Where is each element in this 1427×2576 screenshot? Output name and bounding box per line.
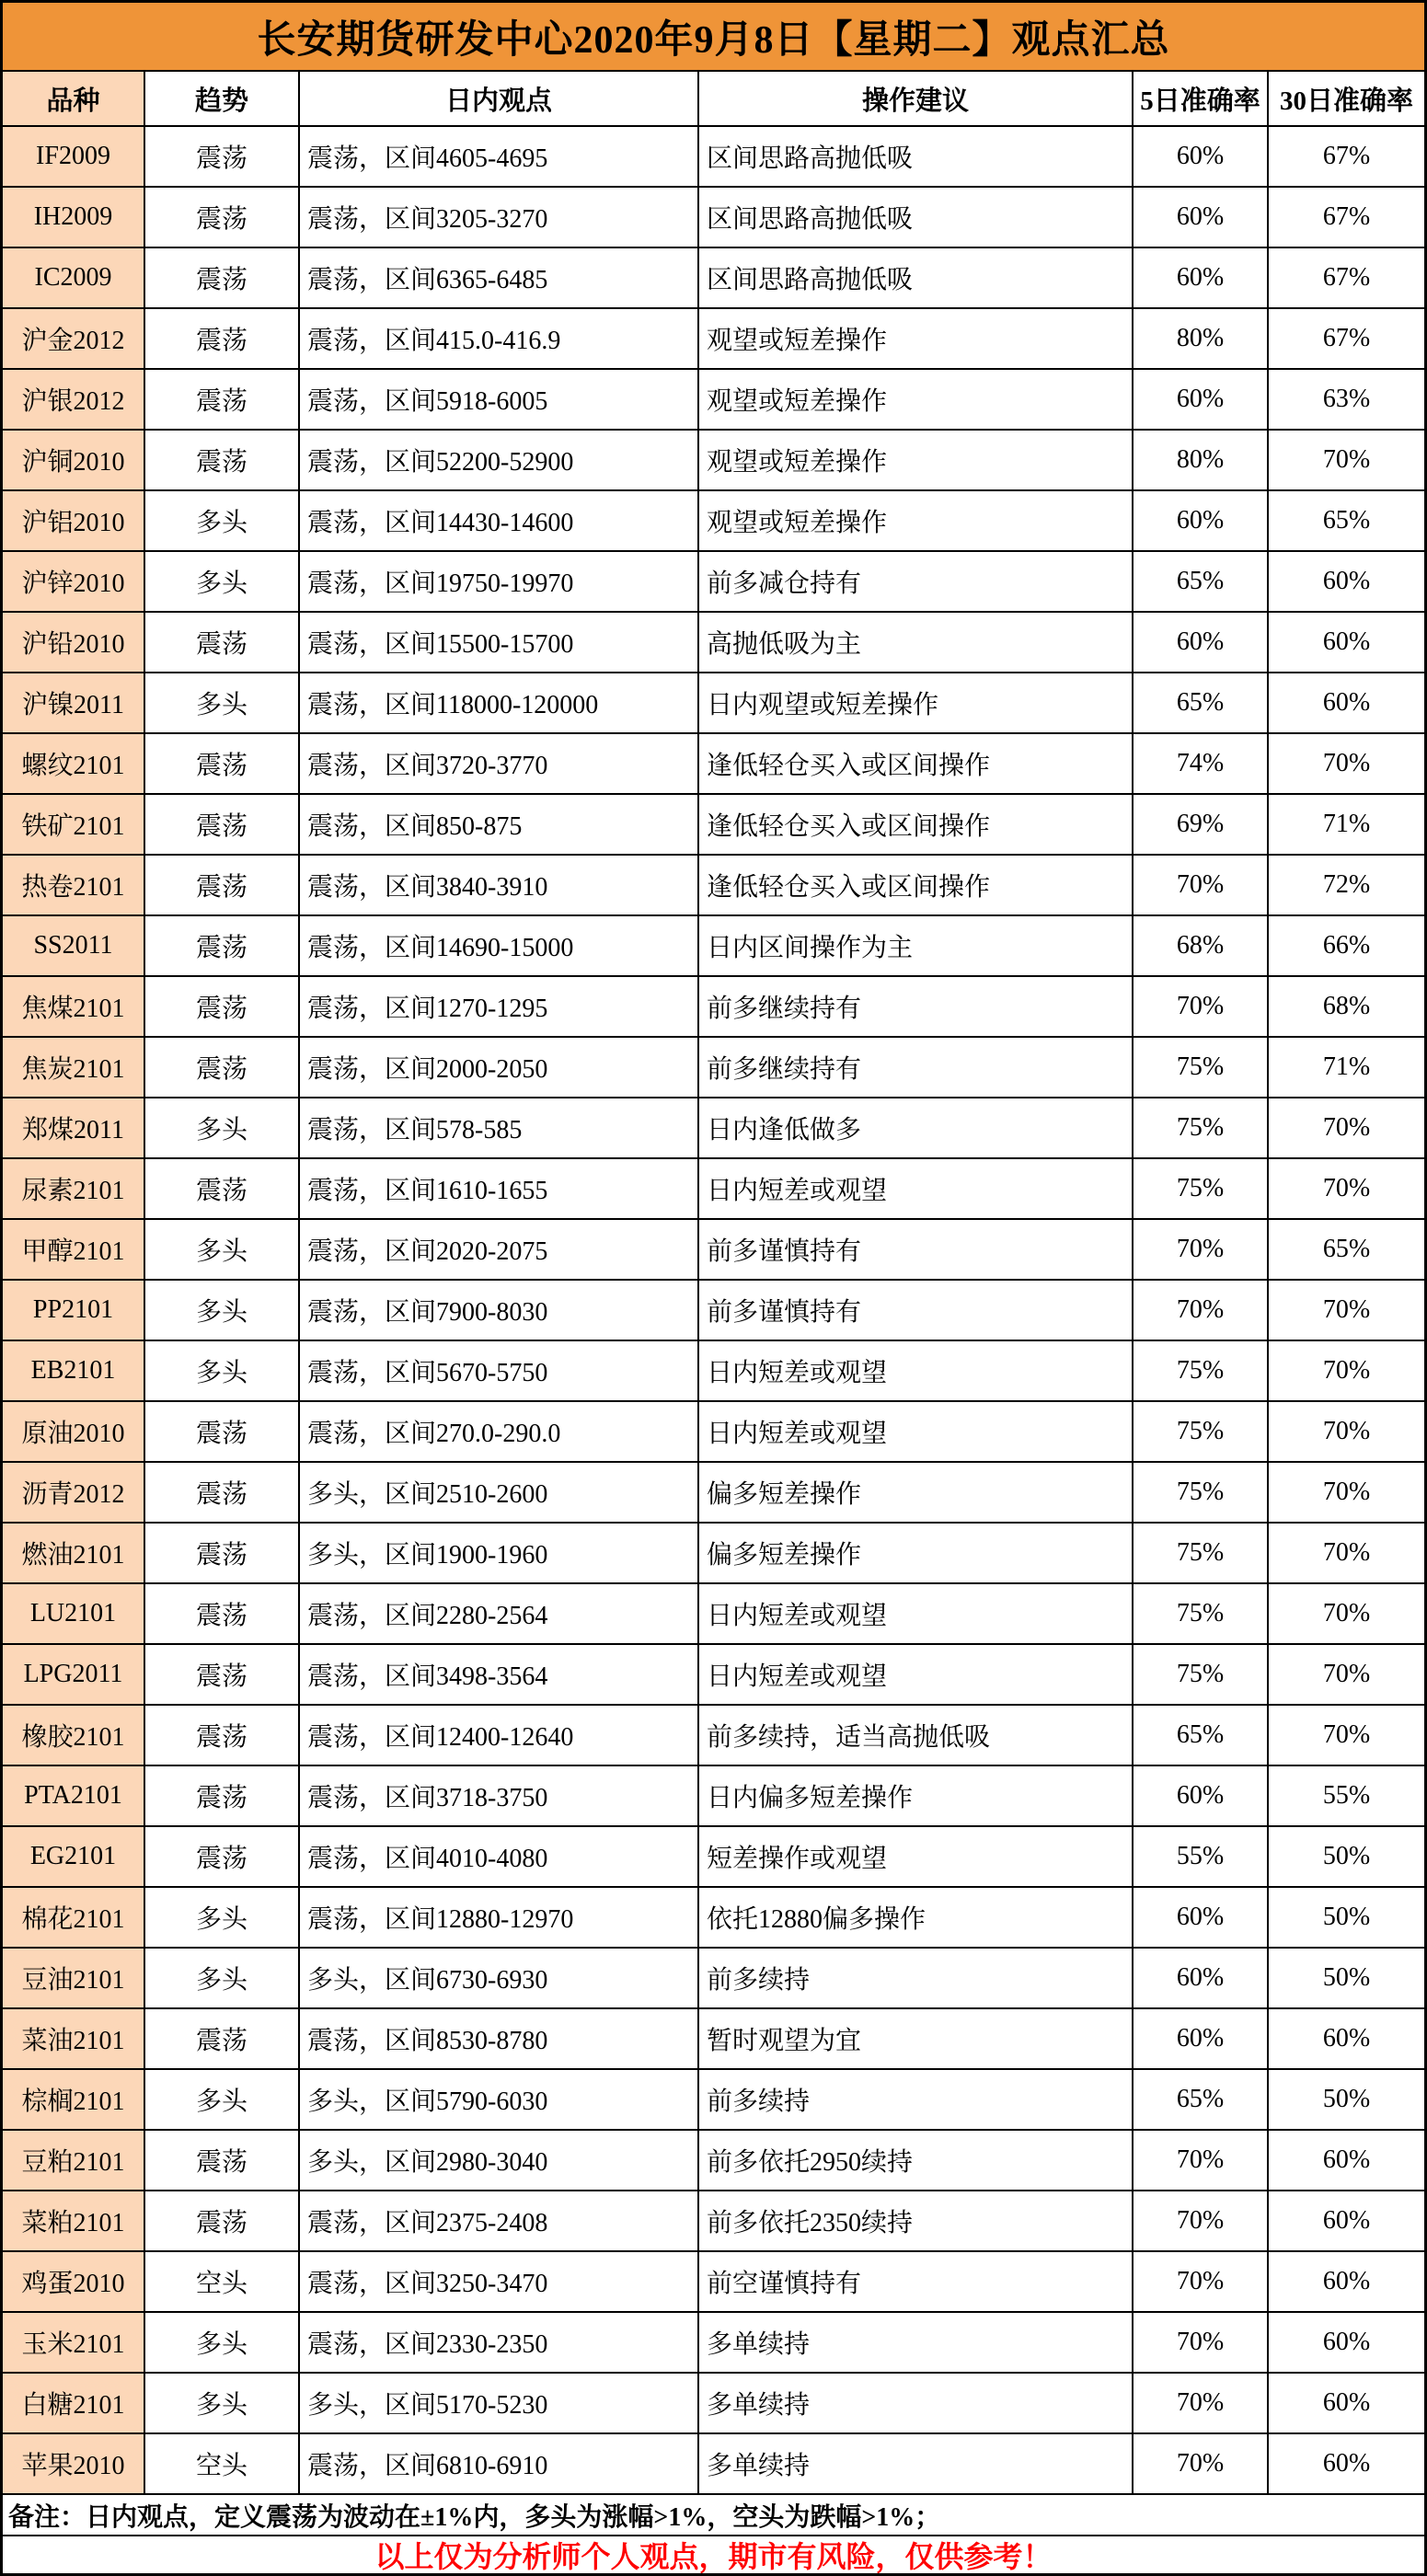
cell-intraday-view: 震荡，区间3718-3750 — [300, 1766, 699, 1827]
table-row — [3, 1463, 1424, 1524]
cell-advice: 日内逢低做多 — [699, 1098, 1134, 1159]
table-row — [3, 1827, 1424, 1888]
cell-advice: 前多续持，适当高抛低吸 — [699, 1706, 1134, 1766]
table-row — [3, 491, 1424, 552]
header-trend: 趋势 — [145, 72, 300, 127]
cell-5day-accuracy: 70% — [1134, 977, 1269, 1038]
cell-5day-accuracy: 75% — [1134, 1402, 1269, 1463]
cell-advice: 日内短差或观望 — [699, 1584, 1134, 1645]
cell-intraday-view: 震荡，区间7900-8030 — [300, 1281, 699, 1341]
cell-intraday-view: 震荡，区间3250-3470 — [300, 2252, 699, 2313]
cell-trend: 多头 — [145, 1341, 300, 1402]
cell-intraday-view: 震荡，区间3498-3564 — [300, 1645, 699, 1706]
cell-trend: 多头 — [145, 1949, 300, 2009]
cell-advice: 多单续持 — [699, 2374, 1134, 2434]
cell-variety: 尿素2101 — [3, 1159, 145, 1220]
cell-5day-accuracy: 65% — [1134, 1706, 1269, 1766]
cell-intraday-view: 震荡，区间2280-2564 — [300, 1584, 699, 1645]
cell-5day-accuracy: 60% — [1134, 127, 1269, 188]
cell-intraday-view: 震荡，区间5918-6005 — [300, 370, 699, 431]
cell-30day-accuracy: 70% — [1269, 1645, 1424, 1706]
cell-variety: 原油2010 — [3, 1402, 145, 1463]
cell-intraday-view: 震荡，区间415.0-416.9 — [300, 309, 699, 370]
cell-trend: 震荡 — [145, 1766, 300, 1827]
cell-5day-accuracy: 60% — [1134, 2009, 1269, 2070]
cell-intraday-view: 震荡，区间14430-14600 — [300, 491, 699, 552]
cell-variety: 甲醇2101 — [3, 1220, 145, 1281]
cell-30day-accuracy: 55% — [1269, 1766, 1424, 1827]
cell-variety: 沪铜2010 — [3, 431, 145, 491]
cell-intraday-view: 震荡，区间19750-19970 — [300, 552, 699, 613]
header-intraday-view: 日内观点 — [300, 72, 699, 127]
cell-intraday-view: 多头，区间2510-2600 — [300, 1463, 699, 1524]
cell-30day-accuracy: 65% — [1269, 491, 1424, 552]
cell-30day-accuracy: 70% — [1269, 431, 1424, 491]
cell-intraday-view: 多头，区间2980-3040 — [300, 2131, 699, 2191]
cell-intraday-view: 震荡，区间2000-2050 — [300, 1038, 699, 1098]
cell-trend: 多头 — [145, 2374, 300, 2434]
cell-advice: 依托12880偏多操作 — [699, 1888, 1134, 1949]
cell-trend: 震荡 — [145, 795, 300, 856]
header-advice: 操作建议 — [699, 72, 1134, 127]
cell-advice: 日内短差或观望 — [699, 1159, 1134, 1220]
table-row — [3, 856, 1424, 916]
cell-advice: 日内短差或观望 — [699, 1645, 1134, 1706]
cell-variety: 沪镍2011 — [3, 673, 145, 734]
table-row — [3, 1281, 1424, 1341]
table-row — [3, 2252, 1424, 2313]
cell-variety: 焦煤2101 — [3, 977, 145, 1038]
cell-trend: 震荡 — [145, 1827, 300, 1888]
cell-30day-accuracy: 70% — [1269, 1706, 1424, 1766]
cell-trend: 震荡 — [145, 1463, 300, 1524]
cell-variety: 玉米2101 — [3, 2313, 145, 2374]
cell-5day-accuracy: 75% — [1134, 1159, 1269, 1220]
table-row — [3, 188, 1424, 248]
table-row — [3, 1766, 1424, 1827]
table-row — [3, 2374, 1424, 2434]
cell-intraday-view: 震荡，区间2375-2408 — [300, 2191, 699, 2252]
table-row — [3, 1220, 1424, 1281]
table-row — [3, 977, 1424, 1038]
cell-30day-accuracy: 70% — [1269, 1341, 1424, 1402]
cell-trend: 多头 — [145, 1888, 300, 1949]
cell-30day-accuracy: 67% — [1269, 127, 1424, 188]
cell-5day-accuracy: 65% — [1134, 552, 1269, 613]
cell-30day-accuracy: 67% — [1269, 188, 1424, 248]
disclaimer-text: 以上仅为分析师个人观点，期市有风险，仅供参考！ — [374, 2540, 1053, 2573]
cell-trend: 多头 — [145, 2313, 300, 2374]
cell-5day-accuracy: 75% — [1134, 1098, 1269, 1159]
header-5day-accuracy: 5日准确率 — [1134, 72, 1269, 127]
cell-trend: 震荡 — [145, 613, 300, 673]
cell-30day-accuracy: 50% — [1269, 1888, 1424, 1949]
cell-advice: 前多减仓持有 — [699, 552, 1134, 613]
cell-variety: 沪金2012 — [3, 309, 145, 370]
table-row — [3, 916, 1424, 977]
cell-variety: LU2101 — [3, 1584, 145, 1645]
cell-intraday-view: 震荡，区间4605-4695 — [300, 127, 699, 188]
cell-advice: 前多继续持有 — [699, 1038, 1134, 1098]
cell-advice: 前多谨慎持有 — [699, 1220, 1134, 1281]
cell-trend: 震荡 — [145, 1159, 300, 1220]
cell-variety: 热卷2101 — [3, 856, 145, 916]
cell-30day-accuracy: 67% — [1269, 248, 1424, 309]
cell-trend: 多头 — [145, 491, 300, 552]
cell-trend: 多头 — [145, 2070, 300, 2131]
cell-variety: 螺纹2101 — [3, 734, 145, 795]
cell-5day-accuracy: 60% — [1134, 370, 1269, 431]
cell-trend: 震荡 — [145, 2131, 300, 2191]
cell-variety: LPG2011 — [3, 1645, 145, 1706]
table-row — [3, 1888, 1424, 1949]
cell-5day-accuracy: 75% — [1134, 1524, 1269, 1584]
table-row — [3, 2313, 1424, 2374]
cell-trend: 震荡 — [145, 916, 300, 977]
cell-trend: 空头 — [145, 2252, 300, 2313]
cell-advice: 观望或短差操作 — [699, 491, 1134, 552]
cell-30day-accuracy: 60% — [1269, 2434, 1424, 2495]
cell-5day-accuracy: 75% — [1134, 1645, 1269, 1706]
table-row — [3, 1098, 1424, 1159]
cell-intraday-view: 震荡，区间578-585 — [300, 1098, 699, 1159]
cell-30day-accuracy: 66% — [1269, 916, 1424, 977]
table-row — [3, 1159, 1424, 1220]
cell-5day-accuracy: 75% — [1134, 1463, 1269, 1524]
cell-5day-accuracy: 75% — [1134, 1584, 1269, 1645]
cell-intraday-view: 震荡，区间12880-12970 — [300, 1888, 699, 1949]
table-row — [3, 673, 1424, 734]
cell-variety: 棕榈2101 — [3, 2070, 145, 2131]
cell-intraday-view: 震荡，区间118000-120000 — [300, 673, 699, 734]
cell-intraday-view: 震荡，区间3205-3270 — [300, 188, 699, 248]
cell-intraday-view: 震荡，区间6365-6485 — [300, 248, 699, 309]
table-row — [3, 795, 1424, 856]
cell-trend: 震荡 — [145, 127, 300, 188]
cell-advice: 前多续持 — [699, 2070, 1134, 2131]
cell-5day-accuracy: 65% — [1134, 2070, 1269, 2131]
cell-advice: 多单续持 — [699, 2313, 1134, 2374]
table-row — [3, 2434, 1424, 2495]
cell-variety: 沪银2012 — [3, 370, 145, 431]
cell-variety: 菜粕2101 — [3, 2191, 145, 2252]
cell-variety: EG2101 — [3, 1827, 145, 1888]
table-row — [3, 2131, 1424, 2191]
cell-variety: 沪铝2010 — [3, 491, 145, 552]
cell-variety: 苹果2010 — [3, 2434, 145, 2495]
cell-advice: 区间思路高抛低吸 — [699, 248, 1134, 309]
cell-5day-accuracy: 75% — [1134, 1341, 1269, 1402]
cell-intraday-view: 震荡，区间1270-1295 — [300, 977, 699, 1038]
table-row — [3, 1706, 1424, 1766]
cell-advice: 日内短差或观望 — [699, 1341, 1134, 1402]
cell-30day-accuracy: 70% — [1269, 1584, 1424, 1645]
cell-trend: 多头 — [145, 552, 300, 613]
cell-5day-accuracy: 60% — [1134, 1949, 1269, 2009]
cell-variety: 燃油2101 — [3, 1524, 145, 1584]
cell-advice: 暂时观望为宜 — [699, 2009, 1134, 2070]
cell-30day-accuracy: 60% — [1269, 613, 1424, 673]
cell-advice: 前多依托2950续持 — [699, 2131, 1134, 2191]
table-row — [3, 370, 1424, 431]
cell-intraday-view: 震荡，区间14690-15000 — [300, 916, 699, 977]
cell-variety: IH2009 — [3, 188, 145, 248]
cell-5day-accuracy: 70% — [1134, 2434, 1269, 2495]
cell-variety: 沪铅2010 — [3, 613, 145, 673]
cell-advice: 偏多短差操作 — [699, 1463, 1134, 1524]
cell-30day-accuracy: 70% — [1269, 1159, 1424, 1220]
table-row — [3, 1645, 1424, 1706]
cell-variety: 棉花2101 — [3, 1888, 145, 1949]
cell-30day-accuracy: 60% — [1269, 552, 1424, 613]
cell-trend: 多头 — [145, 1281, 300, 1341]
cell-intraday-view: 多头，区间5790-6030 — [300, 2070, 699, 2131]
cell-variety: SS2011 — [3, 916, 145, 977]
cell-30day-accuracy: 65% — [1269, 1220, 1424, 1281]
cell-variety: PTA2101 — [3, 1766, 145, 1827]
cell-trend: 震荡 — [145, 977, 300, 1038]
cell-30day-accuracy: 60% — [1269, 2252, 1424, 2313]
cell-advice: 多单续持 — [699, 2434, 1134, 2495]
cell-variety: 沪锌2010 — [3, 552, 145, 613]
cell-variety: 焦炭2101 — [3, 1038, 145, 1098]
cell-30day-accuracy: 67% — [1269, 309, 1424, 370]
cell-5day-accuracy: 60% — [1134, 491, 1269, 552]
cell-advice: 逢低轻仓买入或区间操作 — [699, 795, 1134, 856]
table-row — [3, 2009, 1424, 2070]
cell-trend: 震荡 — [145, 1584, 300, 1645]
cell-30day-accuracy: 60% — [1269, 2131, 1424, 2191]
cell-intraday-view: 震荡，区间5670-5750 — [300, 1341, 699, 1402]
cell-intraday-view: 震荡，区间6810-6910 — [300, 2434, 699, 2495]
cell-5day-accuracy: 70% — [1134, 2374, 1269, 2434]
cell-variety: 郑煤2011 — [3, 1098, 145, 1159]
cell-variety: 沥青2012 — [3, 1463, 145, 1524]
cell-trend: 多头 — [145, 673, 300, 734]
table-row — [3, 1341, 1424, 1402]
cell-5day-accuracy: 60% — [1134, 188, 1269, 248]
cell-advice: 区间思路高抛低吸 — [699, 188, 1134, 248]
cell-trend: 震荡 — [145, 370, 300, 431]
cell-5day-accuracy: 70% — [1134, 1220, 1269, 1281]
header-variety: 品种 — [3, 72, 145, 127]
cell-intraday-view: 震荡，区间1610-1655 — [300, 1159, 699, 1220]
cell-trend: 震荡 — [145, 248, 300, 309]
cell-30day-accuracy: 50% — [1269, 1949, 1424, 2009]
cell-30day-accuracy: 60% — [1269, 2191, 1424, 2252]
cell-intraday-view: 震荡，区间270.0-290.0 — [300, 1402, 699, 1463]
cell-trend: 多头 — [145, 1220, 300, 1281]
cell-30day-accuracy: 70% — [1269, 1281, 1424, 1341]
cell-advice: 短差操作或观望 — [699, 1827, 1134, 1888]
cell-advice: 区间思路高抛低吸 — [699, 127, 1134, 188]
cell-trend: 多头 — [145, 1098, 300, 1159]
cell-trend: 震荡 — [145, 1038, 300, 1098]
cell-30day-accuracy: 60% — [1269, 673, 1424, 734]
cell-trend: 震荡 — [145, 1645, 300, 1706]
cell-variety: 橡胶2101 — [3, 1706, 145, 1766]
cell-trend: 震荡 — [145, 1402, 300, 1463]
cell-advice: 日内观望或短差操作 — [699, 673, 1134, 734]
cell-5day-accuracy: 69% — [1134, 795, 1269, 856]
cell-5day-accuracy: 60% — [1134, 1888, 1269, 1949]
table-row — [3, 127, 1424, 188]
cell-advice: 前多谨慎持有 — [699, 1281, 1134, 1341]
table-row — [3, 734, 1424, 795]
cell-30day-accuracy: 68% — [1269, 977, 1424, 1038]
cell-5day-accuracy: 80% — [1134, 309, 1269, 370]
cell-5day-accuracy: 60% — [1134, 613, 1269, 673]
cell-trend: 震荡 — [145, 2191, 300, 2252]
cell-intraday-view: 多头，区间1900-1960 — [300, 1524, 699, 1584]
cell-advice: 前多依托2350续持 — [699, 2191, 1134, 2252]
cell-advice: 观望或短差操作 — [699, 370, 1134, 431]
cell-5day-accuracy: 70% — [1134, 856, 1269, 916]
cell-advice: 高抛低吸为主 — [699, 613, 1134, 673]
cell-trend: 空头 — [145, 2434, 300, 2495]
cell-intraday-view: 震荡，区间52200-52900 — [300, 431, 699, 491]
cell-intraday-view: 多头，区间5170-5230 — [300, 2374, 699, 2434]
cell-30day-accuracy: 50% — [1269, 1827, 1424, 1888]
cell-5day-accuracy: 60% — [1134, 1766, 1269, 1827]
cell-30day-accuracy: 50% — [1269, 2070, 1424, 2131]
cell-intraday-view: 震荡，区间850-875 — [300, 795, 699, 856]
cell-5day-accuracy: 68% — [1134, 916, 1269, 977]
cell-30day-accuracy: 70% — [1269, 734, 1424, 795]
table-row — [3, 552, 1424, 613]
table-row — [3, 431, 1424, 491]
cell-intraday-view: 震荡，区间2020-2075 — [300, 1220, 699, 1281]
cell-advice: 观望或短差操作 — [699, 309, 1134, 370]
cell-advice: 观望或短差操作 — [699, 431, 1134, 491]
note-text: 备注：日内观点，定义震荡为波动在±1%内，多头为涨幅>1%，空头为跌幅>1%； — [3, 2495, 1424, 2536]
cell-5day-accuracy: 55% — [1134, 1827, 1269, 1888]
cell-trend: 震荡 — [145, 188, 300, 248]
cell-variety: 豆油2101 — [3, 1949, 145, 2009]
cell-trend: 震荡 — [145, 1706, 300, 1766]
cell-advice: 日内区间操作为主 — [699, 916, 1134, 977]
cell-advice: 前空谨慎持有 — [699, 2252, 1134, 2313]
cell-intraday-view: 震荡，区间12400-12640 — [300, 1706, 699, 1766]
table-row — [3, 1949, 1424, 2009]
cell-trend: 震荡 — [145, 2009, 300, 2070]
cell-variety: IF2009 — [3, 127, 145, 188]
cell-trend: 震荡 — [145, 1524, 300, 1584]
cell-30day-accuracy: 70% — [1269, 1402, 1424, 1463]
cell-5day-accuracy: 75% — [1134, 1038, 1269, 1098]
cell-variety: EB2101 — [3, 1341, 145, 1402]
table-header-row — [3, 72, 1424, 127]
header-30day-accuracy: 30日准确率 — [1269, 72, 1424, 127]
cell-30day-accuracy: 60% — [1269, 2009, 1424, 2070]
cell-trend: 震荡 — [145, 309, 300, 370]
cell-5day-accuracy: 70% — [1134, 2313, 1269, 2374]
cell-5day-accuracy: 70% — [1134, 1281, 1269, 1341]
table-row — [3, 309, 1424, 370]
cell-intraday-view: 震荡，区间3720-3770 — [300, 734, 699, 795]
cell-30day-accuracy: 60% — [1269, 2313, 1424, 2374]
cell-intraday-view: 多头，区间6730-6930 — [300, 1949, 699, 2009]
cell-5day-accuracy: 80% — [1134, 431, 1269, 491]
cell-advice: 偏多短差操作 — [699, 1524, 1134, 1584]
cell-30day-accuracy: 60% — [1269, 2374, 1424, 2434]
cell-30day-accuracy: 70% — [1269, 1098, 1424, 1159]
cell-intraday-view: 震荡，区间4010-4080 — [300, 1827, 699, 1888]
cell-5day-accuracy: 70% — [1134, 2252, 1269, 2313]
report-title: 长安期货研发中心2020年9月8日【星期二】观点汇总 — [3, 3, 1424, 72]
cell-variety: 豆粕2101 — [3, 2131, 145, 2191]
cell-variety: 菜油2101 — [3, 2009, 145, 2070]
cell-intraday-view: 震荡，区间15500-15700 — [300, 613, 699, 673]
cell-30day-accuracy: 63% — [1269, 370, 1424, 431]
table-row — [3, 1038, 1424, 1098]
cell-advice: 前多继续持有 — [699, 977, 1134, 1038]
table-row — [3, 2070, 1424, 2131]
cell-variety: IC2009 — [3, 248, 145, 309]
cell-5day-accuracy: 70% — [1134, 2191, 1269, 2252]
table-row — [3, 1584, 1424, 1645]
cell-5day-accuracy: 65% — [1134, 673, 1269, 734]
table-row — [3, 248, 1424, 309]
cell-advice: 前多续持 — [699, 1949, 1134, 2009]
cell-30day-accuracy: 72% — [1269, 856, 1424, 916]
cell-30day-accuracy: 71% — [1269, 1038, 1424, 1098]
cell-5day-accuracy: 70% — [1134, 2131, 1269, 2191]
cell-advice: 逢低轻仓买入或区间操作 — [699, 734, 1134, 795]
cell-advice: 日内偏多短差操作 — [699, 1766, 1134, 1827]
cell-30day-accuracy: 71% — [1269, 795, 1424, 856]
table-row — [3, 613, 1424, 673]
cell-5day-accuracy: 74% — [1134, 734, 1269, 795]
cell-advice: 逢低轻仓买入或区间操作 — [699, 856, 1134, 916]
cell-variety: 铁矿2101 — [3, 795, 145, 856]
cell-variety: PP2101 — [3, 1281, 145, 1341]
cell-trend: 震荡 — [145, 431, 300, 491]
cell-5day-accuracy: 60% — [1134, 248, 1269, 309]
table-row — [3, 2191, 1424, 2252]
cell-intraday-view: 震荡，区间2330-2350 — [300, 2313, 699, 2374]
cell-intraday-view: 震荡，区间8530-8780 — [300, 2009, 699, 2070]
table-row — [3, 1402, 1424, 1463]
cell-variety: 鸡蛋2010 — [3, 2252, 145, 2313]
cell-30day-accuracy: 70% — [1269, 1524, 1424, 1584]
table-row — [3, 1524, 1424, 1584]
cell-advice: 日内短差或观望 — [699, 1402, 1134, 1463]
cell-trend: 震荡 — [145, 734, 300, 795]
cell-trend: 震荡 — [145, 856, 300, 916]
cell-intraday-view: 震荡，区间3840-3910 — [300, 856, 699, 916]
cell-variety: 白糖2101 — [3, 2374, 145, 2434]
cell-30day-accuracy: 70% — [1269, 1463, 1424, 1524]
